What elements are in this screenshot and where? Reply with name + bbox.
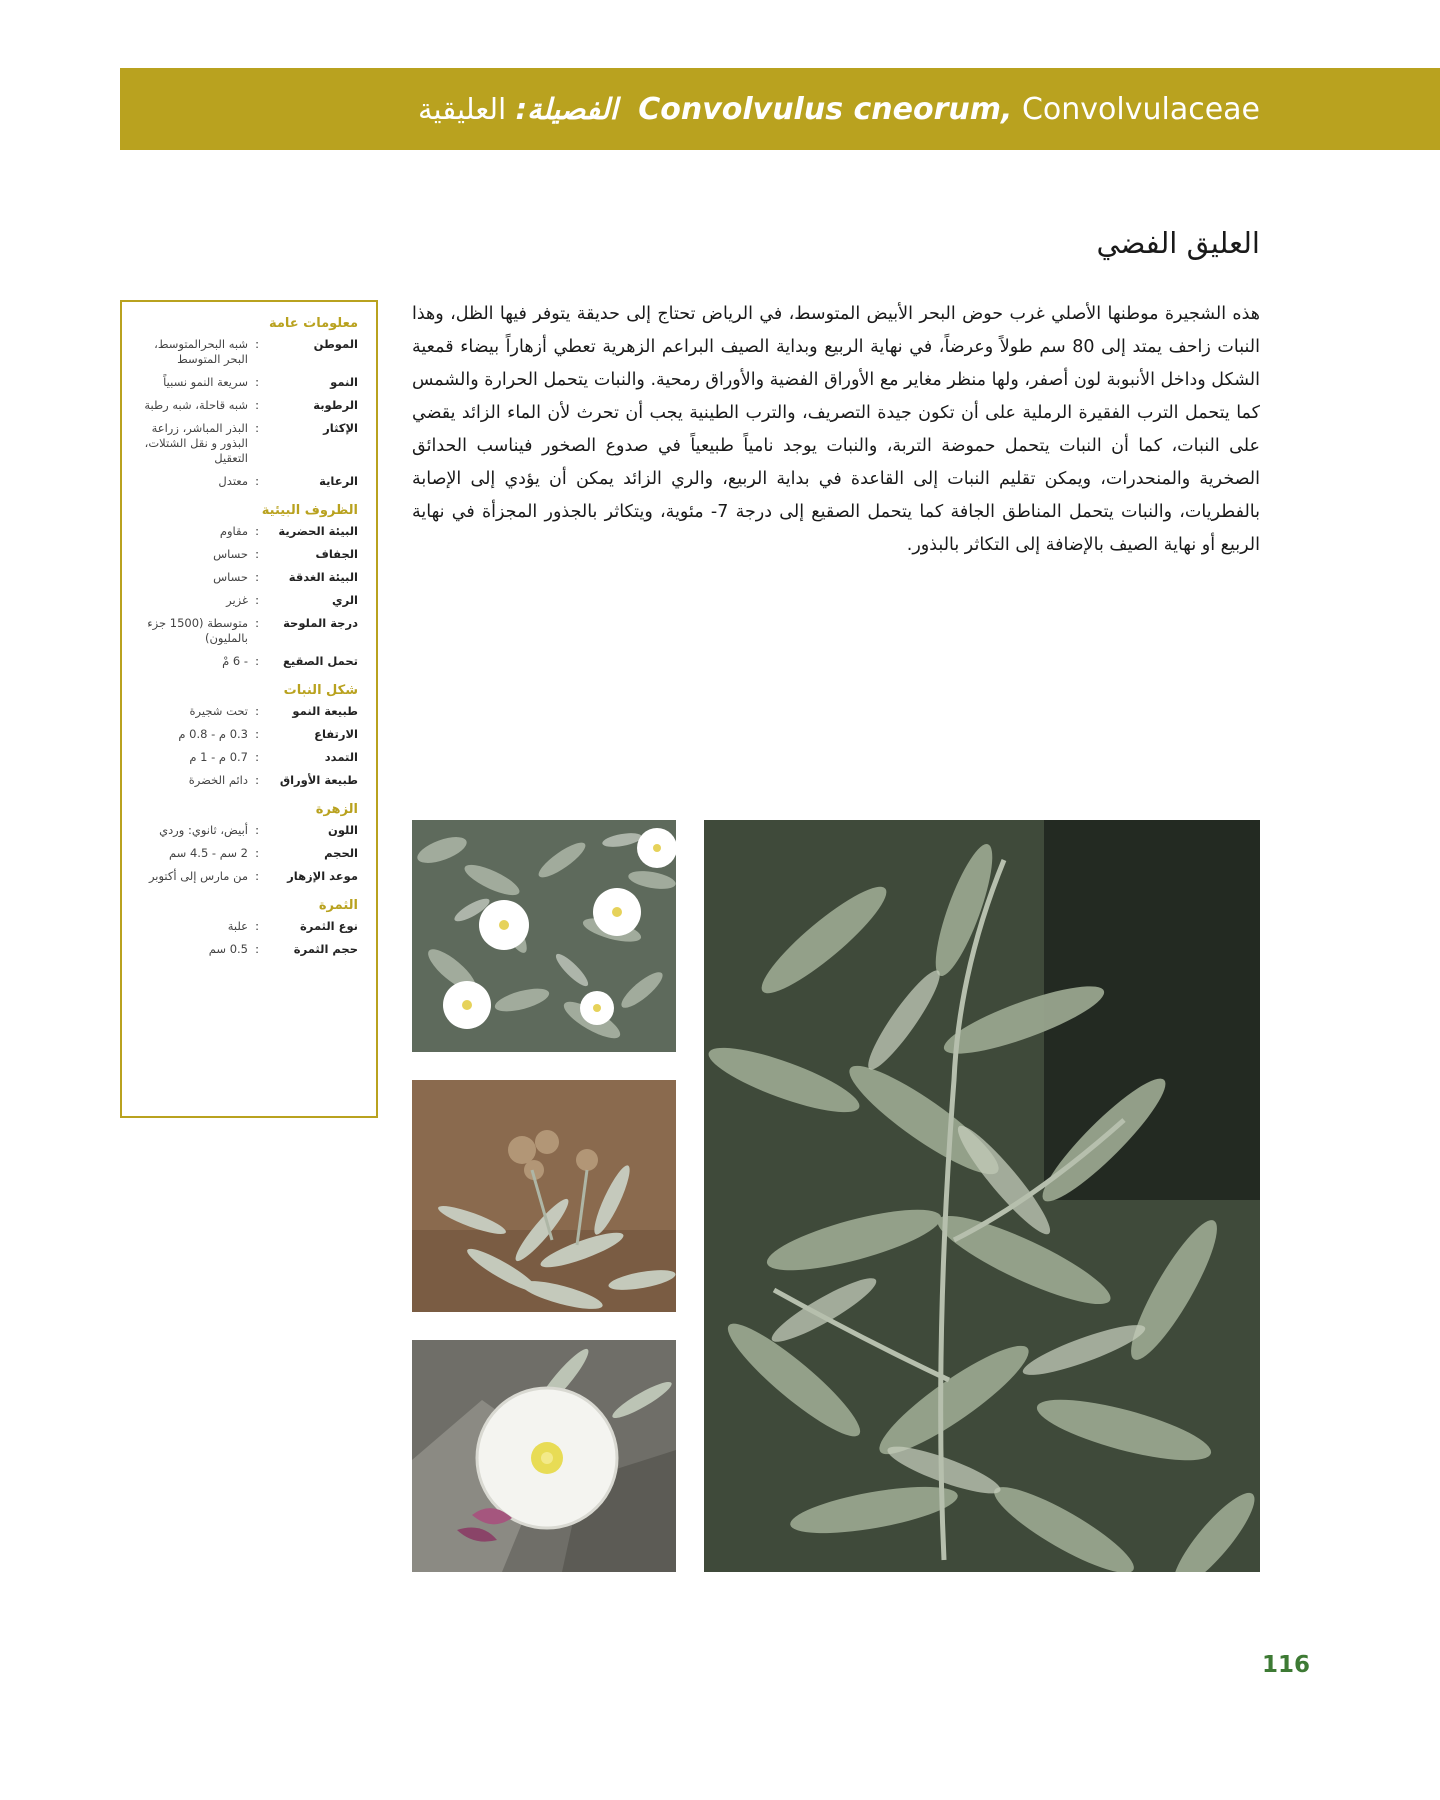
species-name: Convolvulus cneorum,	[638, 92, 1013, 127]
colon: :	[255, 750, 259, 764]
page-number: 116	[1262, 1652, 1311, 1678]
info-key: الارتفاع	[314, 727, 358, 741]
header-latin-name	[638, 92, 1260, 127]
section-heading: شكل النبات	[283, 683, 358, 698]
info-key: موعد الإزهار	[287, 869, 358, 883]
section-heading: الظروف البيئية	[261, 503, 358, 518]
info-key: النمو	[330, 375, 358, 389]
info-key: الإكثار	[323, 421, 358, 435]
info-key: تحمل الصقيع	[282, 654, 358, 668]
photo-flowers-foliage	[412, 820, 676, 1052]
colon: :	[255, 942, 259, 956]
info-value: 2 سم - 4.5 سم	[169, 846, 248, 860]
info-value: شبه البحرالمتوسط، البحر المتوسط	[154, 337, 248, 366]
info-key: التمدد	[324, 750, 358, 764]
colon: :	[255, 547, 259, 561]
colon: :	[255, 919, 259, 933]
family-arabic: العليقية	[418, 92, 507, 126]
info-row	[138, 398, 358, 413]
info-row	[138, 474, 358, 489]
info-key: الجفاف	[315, 547, 358, 561]
info-key: حجم الثمرة	[293, 942, 358, 956]
info-section-flower	[138, 802, 358, 884]
colon: :	[255, 773, 259, 787]
info-value: دائم الخضرة	[188, 773, 248, 787]
section-heading: الزهرة	[315, 802, 358, 817]
info-row	[138, 869, 358, 884]
info-key: طبيعة الأوراق	[279, 773, 358, 787]
section-heading: معلومات عامة	[268, 316, 358, 331]
info-value: علبة	[227, 919, 248, 933]
info-row	[138, 654, 358, 669]
info-value: غزير	[226, 593, 248, 607]
header-band	[120, 68, 1440, 150]
info-key: الحجم	[324, 846, 358, 860]
info-key: البيئة الغدقة	[288, 570, 358, 584]
info-section-form	[138, 683, 358, 788]
colon: :	[255, 869, 259, 883]
info-row	[138, 727, 358, 742]
info-section-fruit	[138, 898, 358, 957]
info-row	[138, 375, 358, 390]
info-key: الرعاية	[319, 474, 358, 488]
info-row	[138, 616, 358, 646]
photo-seed-pods	[412, 1080, 676, 1312]
info-value: مقاوم	[219, 524, 248, 538]
colon: :	[255, 616, 259, 630]
info-key: الموطن	[313, 337, 358, 351]
colon: :	[255, 846, 259, 860]
colon: :	[255, 474, 259, 488]
info-row	[138, 773, 358, 788]
info-value: البذر المباشر، زراعة البذور و نقل الشتلات، التعقيل	[144, 421, 248, 465]
info-section-environment	[138, 503, 358, 669]
info-key: الري	[332, 593, 358, 607]
info-key: نوع الثمرة	[300, 919, 358, 933]
info-value: أبيض، ثانوي: وردي	[159, 823, 248, 837]
info-row	[138, 524, 358, 539]
info-row	[138, 846, 358, 861]
plant-description: هذه الشجيرة موطنها الأصلي غرب حوض البحر الأبيض المتوسط، في الرياض تحتاج إلى حديقة يتوفر فيها الظل، وهذا النبات زاحف يمتد إلى 80 سم طولاً وعرضاً، في نهاية الربيع وبداية الصيف البراعم الزهرية تعطي أزهاراً بيضاء قمعية الشكل وداخل الأنبوبة لون أصفر، ولها منظر مغاير مع الأوراق الفضية والأوراق رمحية. والنبات يتحمل الحرارة والشمس كما يتحمل الترب الفقيرة الرملية على أن تكون جيدة التصريف، والترب الطينية يجب أن تحرث لأن الماء الزائد يقضي على النبات، كما أن النبات يتحمل حموضة التربة، والنبات يوجد نامياً طبيعياً في صدوع الصخور فيناسب الحدائق الصخرية والمنحدرات، ويمكن تقليم النبات إلى القاعدة في بداية الربيع، والري الزائد يمكن أن يؤدي إلى الإصابة بالفطريات، والنبات يتحمل المناطق الجافة كما يتحمل الصقيع إلى درجة 7- مئوية، ويتكاثر بالجذور المجزأة في نهاية الربيع أو نهاية الصيف بالإضافة إلى التكاثر بالبذور.	[412, 304, 1261, 555]
colon: :	[255, 570, 259, 584]
info-value: 0.3 م - 0.8 م	[178, 727, 248, 741]
info-value: حساس	[213, 547, 248, 561]
info-row	[138, 750, 358, 765]
info-row	[138, 919, 358, 934]
colon: :	[255, 593, 259, 607]
info-value: - 6 مْ	[222, 654, 248, 668]
info-value: متوسطة (1500 جزء بالمليون)	[147, 616, 248, 645]
info-row	[138, 421, 358, 466]
colon: :	[255, 375, 259, 389]
info-row	[138, 337, 358, 367]
info-key: درجة الملوحة	[283, 616, 358, 630]
colon: :	[255, 654, 259, 668]
info-row	[138, 942, 358, 957]
photo-flower-closeup	[412, 1340, 676, 1572]
info-value: شبه قاحلة، شبه رطبة	[144, 398, 248, 412]
info-key: الرطوبة	[313, 398, 358, 412]
colon: :	[255, 398, 259, 412]
colon: :	[255, 727, 259, 741]
info-key: البيئة الحضرية	[278, 524, 358, 538]
colon: :	[255, 823, 259, 837]
colon: :	[255, 337, 259, 351]
info-row	[138, 570, 358, 585]
info-value: 0.5 سم	[208, 942, 248, 956]
info-row	[138, 823, 358, 838]
colon: :	[255, 524, 259, 538]
header-arabic-family	[418, 92, 618, 126]
info-box	[120, 300, 378, 1118]
info-row	[138, 593, 358, 608]
info-value: من مارس إلى أكتوبر	[148, 869, 248, 883]
info-value: حساس	[213, 570, 248, 584]
info-key: اللون	[328, 823, 358, 837]
info-key: طبيعة النمو	[292, 704, 358, 718]
plant-title: العليق الفضي	[1096, 226, 1260, 260]
info-row	[138, 704, 358, 719]
info-value: سريعة النمو نسبياً	[163, 375, 248, 389]
info-value: 0.7 م - 1 م	[189, 750, 248, 764]
info-value: معتدل	[218, 474, 248, 488]
info-section-general	[138, 316, 358, 489]
section-heading: الثمرة	[318, 898, 358, 913]
family-label: الفصيلة:	[515, 92, 618, 126]
colon: :	[255, 704, 259, 718]
info-value: تحت شجيرة	[189, 704, 248, 718]
family-latin: Convolvulaceae	[1021, 92, 1260, 127]
photo-foliage-large	[704, 820, 1260, 1572]
info-row	[138, 547, 358, 562]
colon: :	[255, 421, 259, 435]
